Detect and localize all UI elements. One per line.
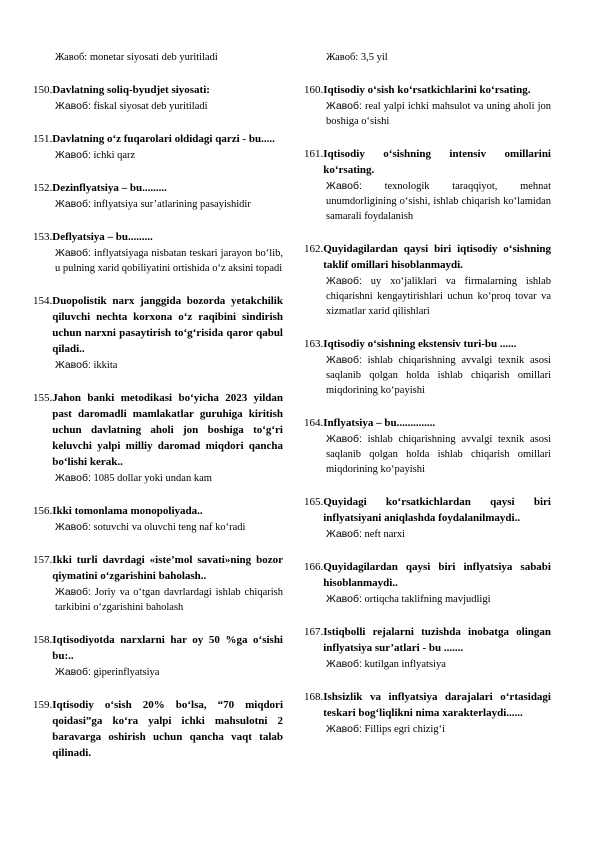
answer-text	[33, 358, 283, 373]
question-text: Ikki turli davrdagi «iste’mol savati»ning bozor qiymatini o‘zgarishini baholash..	[52, 554, 283, 582]
answer-label: Жавоб:	[326, 275, 362, 287]
question-text: Davlatning soliq-byudjet siyosati:	[52, 84, 210, 96]
answer-value: inflyatsiya sur’atlarining pasayishidir	[93, 199, 251, 210]
answer-label: Жавоб:	[55, 586, 91, 598]
question-line	[304, 689, 551, 721]
question-line	[33, 697, 283, 761]
question-text: Davlatning o‘z fuqarolari oldidagi qarzi - bu.....	[52, 133, 275, 145]
question-text: Iqtisodiyotda narxlarni har oy 50 %ga o‘sishi bu:..	[52, 634, 283, 662]
question-line	[33, 503, 283, 519]
question-item	[304, 559, 551, 607]
answer-value: ishlab chiqarishning avvalgi texnik asosi saqlanib qolgan holda ishlab chiqarish omillari miqdorining ko‘payishi	[326, 355, 552, 396]
question-number: 157.	[33, 554, 53, 566]
question-line	[33, 131, 283, 147]
answer-text	[33, 148, 283, 163]
question-number: 150.	[33, 84, 53, 96]
answer-text	[304, 527, 551, 542]
answer-label: Жавоб:	[55, 666, 91, 678]
answer-label: Жавоб:	[55, 472, 91, 484]
answer-value: ortiqcha taklifning mavjudligi	[364, 594, 491, 605]
question-item	[33, 229, 283, 276]
question-item	[33, 697, 283, 761]
question-line	[304, 494, 551, 526]
answer-text	[33, 665, 283, 680]
question-item	[304, 415, 551, 477]
answer-label: Жавоб:	[55, 52, 88, 63]
question-text: Iqtisodiy o‘sishning ekstensiv turi-bu ......	[323, 338, 517, 350]
question-number: 151.	[33, 133, 53, 145]
answer-value: giperinflyatsiya	[93, 667, 160, 678]
answer-value: 1085 dollar yoki undan kam	[93, 473, 212, 484]
answer-label: Жавоб:	[55, 247, 91, 259]
question-line	[304, 559, 551, 591]
question-line	[33, 180, 283, 196]
question-item	[33, 552, 283, 615]
question-number: 152.	[33, 182, 53, 194]
answer-text	[33, 99, 283, 114]
question-line	[33, 632, 283, 664]
question-text: Ishsizlik va inflyatsiya darajalari o‘rtasidagi teskari bog‘liqlikni nima xarakterlaydi......	[323, 691, 551, 719]
question-text: Iqtisodiy o‘sishning intensiv omillarini ko‘rsating.	[323, 148, 551, 176]
answer-value: uy xo‘jaliklari va firmalarning ishlab chiqarishni kengaytirishlari uchun ko‘proq tovar va xizmatlar xarid qilishlari	[326, 276, 552, 317]
answer-label: Жавоб:	[55, 359, 91, 371]
answer-label: Жавоб:	[326, 723, 362, 735]
answer-text	[304, 179, 551, 224]
answer-text	[33, 471, 283, 486]
answer-label: Жавоб:	[55, 100, 91, 112]
question-number: 159.	[33, 699, 53, 711]
answer-text	[304, 592, 551, 607]
question-text: Quyidagi ko‘rsatkichlardan qaysi biri inflyatsiyani aniqlashda foydalanilmaydi..	[323, 496, 551, 524]
answer-label: Жавоб:	[326, 433, 362, 445]
question-number: 158.	[33, 634, 53, 646]
question-text: Quyidagilardan qaysi biri iqtisodiy o‘sishning taklif omillari hisoblanmaydi.	[323, 243, 551, 271]
question-number: 161.	[304, 148, 324, 160]
question-line	[304, 624, 551, 656]
question-item	[304, 146, 551, 224]
answer-value: fiskal siyosat deb yuritiladi	[93, 101, 208, 112]
answer-value: inflyatsiyaga nisbatan teskari jarayon bo‘lib, u pulning xarid qobiliyatini ortishida o‘z aksini topadi	[55, 248, 283, 274]
question-item	[33, 82, 283, 114]
answer-label: Жавоб:	[326, 180, 362, 192]
question-item	[33, 632, 283, 680]
question-line	[33, 82, 283, 98]
question-text: Duopolistik narx janggida bozorda yetakchilik qiluvchi nechta korxona o‘z raqibini sindirish uchun narxni pasaytirish to‘g‘risida qaror qabul qiladi..	[52, 295, 283, 355]
question-number: 164.	[304, 417, 324, 429]
right-column	[304, 50, 551, 754]
question-text: Istiqbolli rejalarni tuzishda inobatga olingan inflyatsiya sur’atlari - bu .......	[323, 626, 551, 654]
answer-text	[304, 274, 551, 319]
question-text: Iqtisodiy o‘sish 20% bo‘lsa, “70 miqdori qoidasi”ga ko‘ra yalpi ichki mahsulotni 2 baravarga oshirish uchun qancha vaqt talab qilinadi.	[52, 699, 283, 759]
question-line	[304, 415, 551, 431]
answer-text	[304, 432, 551, 477]
answer-label: Жавоб:	[326, 658, 362, 670]
answer-text	[304, 657, 551, 672]
question-line	[33, 229, 283, 245]
question-number: 167.	[304, 626, 324, 638]
question-line	[304, 241, 551, 273]
question-item	[33, 390, 283, 486]
question-line	[33, 390, 283, 470]
answer-text	[33, 50, 283, 65]
question-number: 154.	[33, 295, 53, 307]
answer-text	[304, 353, 551, 398]
answer-label: Жавоб:	[55, 149, 91, 161]
answer-text	[33, 520, 283, 535]
question-item	[33, 503, 283, 535]
question-number: 162.	[304, 243, 324, 255]
question-text: Quyidagilardan qaysi biri inflyatsiya sababi hisoblanmaydi..	[323, 561, 551, 589]
question-line	[33, 552, 283, 584]
question-text: Jahon banki metodikasi bo‘yicha 2023 yildan past daromadli mamlakatlar guruhiga kiritish uchun davlatning aholi jon boshiga to‘g‘ri keluvchi yalpi milliy daromad miqdori qancha bo‘lishi kerak..	[52, 392, 283, 468]
answer-value: texnologik taraqqiyot, mehnat unumdorligining o‘sishi, ishlab chiqarish ko‘lamidan samarali foydalanish	[326, 181, 552, 222]
answer-value: ishlab chiqarishning avvalgi texnik asosi saqlanib qolgan holda ishlab chiqarish omillari miqdorining ko‘payishi	[326, 434, 552, 475]
question-line	[33, 293, 283, 357]
question-number: 156.	[33, 505, 53, 517]
question-line	[304, 146, 551, 178]
answer-label: Жавоб:	[326, 593, 362, 605]
answer-text	[304, 50, 551, 65]
answer-label: Жавоб:	[326, 354, 362, 366]
question-item	[33, 180, 283, 212]
question-line	[304, 336, 551, 352]
question-number: 163.	[304, 338, 324, 350]
question-number: 166.	[304, 561, 324, 573]
answer-label: Жавоб:	[55, 198, 91, 210]
answer-label: Жавоб:	[326, 52, 359, 63]
answer-text	[33, 585, 283, 615]
question-number: 153.	[33, 231, 53, 243]
answer-label: Жавоб:	[55, 521, 91, 533]
answer-value: ichki qarz	[93, 150, 136, 161]
question-number: 155.	[33, 392, 53, 404]
answer-value: Joriy va o‘tgan davrlardagi ishlab chiqarish tarkibini o‘zgarishini baholash	[55, 587, 284, 613]
question-number: 165.	[304, 496, 324, 508]
question-item	[304, 624, 551, 672]
answer-value: Fillips egri chizig‘i	[364, 724, 446, 735]
question-text: Deflyatsiya – bu.........	[52, 231, 153, 243]
answer-value: ikkita	[93, 360, 118, 371]
question-item	[304, 494, 551, 542]
answer-value: neft narxi	[364, 529, 406, 540]
answer-label: Жавоб:	[326, 528, 362, 540]
question-number: 160.	[304, 84, 324, 96]
answer-value: 3,5 yil	[360, 52, 388, 63]
left-column	[33, 50, 283, 778]
answer-label: Жавоб:	[326, 100, 362, 112]
answer-text	[33, 197, 283, 212]
answer-value: real yalpi ichki mahsulot va uning aholi jon boshiga o‘sishi	[326, 101, 552, 127]
answer-text	[304, 99, 551, 129]
question-item	[304, 689, 551, 737]
question-text: Iqtisodiy o‘sish ko‘rsatkichlarini ko‘rsating.	[323, 84, 531, 96]
question-number: 168.	[304, 691, 324, 703]
question-item	[304, 241, 551, 319]
question-item	[304, 336, 551, 398]
answer-value: monetar siyosati deb yuritiladi	[89, 52, 218, 63]
answer-text	[304, 722, 551, 737]
question-line	[304, 82, 551, 98]
question-item	[33, 131, 283, 163]
question-text: Dezinflyatsiya – bu.........	[52, 182, 167, 194]
question-text: Inflyatsiya – bu..............	[323, 417, 436, 429]
answer-value: kutilgan inflyatsiya	[364, 659, 446, 670]
question-text: Ikki tomonlama monopoliyada..	[52, 505, 203, 517]
question-item	[33, 293, 283, 373]
answer-text	[33, 246, 283, 276]
question-item	[304, 82, 551, 129]
answer-value: sotuvchi va oluvchi teng naf ko‘radi	[93, 522, 246, 533]
